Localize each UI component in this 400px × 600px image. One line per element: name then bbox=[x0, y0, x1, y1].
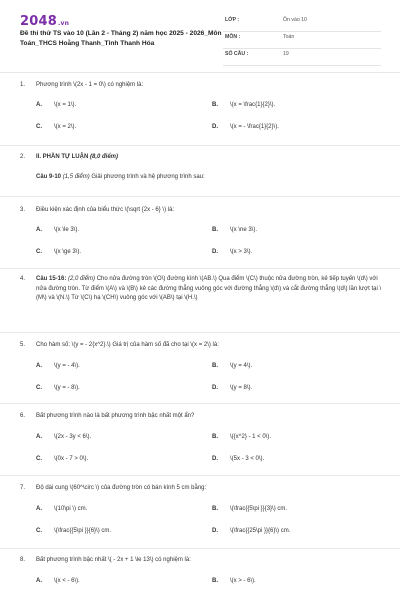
meta-row-class: LỚP : Ôn vào 10 bbox=[223, 15, 381, 32]
option-a[interactable]: A. \(x < - 6\). bbox=[36, 578, 80, 584]
option-b[interactable]: B. \(y = 4\). bbox=[212, 363, 253, 369]
exam-meta-table bbox=[223, 15, 381, 66]
option-b[interactable]: B. \(x = \frac{1}{2}\). bbox=[212, 102, 276, 108]
option-d[interactable]: D. \(\frac{{25\pi }}{6}\) cm. bbox=[212, 528, 291, 534]
question-stem: Phương trình \(2x - 1 = 0\) có nghiệm là: bbox=[36, 82, 144, 88]
divider bbox=[0, 145, 400, 146]
question-stem: Điều kiện xác định của biểu thức \(\sqrt {2x - 6} \) là: bbox=[36, 207, 175, 213]
option-a[interactable]: A. \(2x - 3y < 6\). bbox=[36, 434, 92, 440]
divider bbox=[0, 403, 400, 404]
option-d[interactable]: D. \(y = 8\). bbox=[212, 385, 253, 391]
brand-logo[interactable]: 2048.vn bbox=[20, 14, 70, 29]
option-c[interactable]: C. \(y = - 8\). bbox=[36, 385, 80, 391]
option-d[interactable]: D. \(x = - \frac{1}{2}\). bbox=[212, 124, 279, 130]
option-a[interactable]: A. \(x = 1\). bbox=[36, 102, 77, 108]
divider bbox=[0, 268, 400, 269]
meta-row-subject: MÔN : Toán bbox=[223, 32, 381, 49]
option-c[interactable]: C. \(x \ge 3\). bbox=[36, 249, 82, 255]
option-c[interactable]: C. \(x = 2\). bbox=[36, 124, 77, 130]
divider bbox=[0, 72, 400, 73]
option-b[interactable]: B. \(x > - 6\). bbox=[212, 578, 256, 584]
option-b[interactable]: B. \(\frac{{5\pi }}{3}\) cm. bbox=[212, 506, 288, 512]
meta-row-count: SỐ CÂU : 19 bbox=[223, 49, 381, 66]
option-a[interactable]: A. \(10\pi \) cm. bbox=[36, 506, 88, 512]
divider bbox=[0, 475, 400, 476]
option-d[interactable]: D. \(5x - 3 < 0\). bbox=[212, 456, 265, 462]
document-header bbox=[0, 0, 400, 64]
option-b[interactable]: B. \(x \ne 3\). bbox=[212, 227, 258, 233]
option-c[interactable]: C. \(\frac{{5\pi }}{6}\) cm. bbox=[36, 528, 112, 534]
question-stem: Độ dài cung \(60^\circ \) của đường tròn có bán kính 5 cm bằng: bbox=[36, 485, 207, 491]
divider bbox=[0, 548, 400, 549]
option-a[interactable]: A. \(y = - 4\). bbox=[36, 363, 80, 369]
option-c[interactable]: C. \(0x - 7 > 0\). bbox=[36, 456, 89, 462]
option-a[interactable]: A. \(x \le 3\). bbox=[36, 227, 80, 233]
exam-title: Đề thi thử TS vào 10 (Lần 2 - Tháng 2) năm học 2025 - 2026_Môn Toán_THCS Hoằng Thanh_Tỉnh Thanh Hóa bbox=[20, 30, 222, 47]
question-4: 4. Câu 15-16: (2,0 điểm) Cho nửa đường tròn \(O\) đường kính \(AB.\) Qua điểm \(C\) thuộc nửa đường tròn, kẻ tiếp tuyến \(d\) với nửa đường tròn. Từ điểm \(A\) và \(B\) kẻ các đường thẳng vuông góc với đường thẳng \(d\) và cắt đường thẳng \(d\) lần lượt tại \(M\) và \(N.\) Từ \(C\) hạ \(CH\) vuông góc với \(AB\) tại \(H.\) bbox=[20, 275, 382, 325]
question-stem: Bất phương trình bậc nhất \( - 2x + 1 \le 13\) có nghiệm là: bbox=[36, 557, 191, 563]
question-stem: Cho hàm số: \(y = - 2{x^2}.\) Giá trị của hàm số đã cho tại \(x = 2\) là: bbox=[36, 342, 219, 348]
question-stem: Câu 15-16: (2,0 điểm) Cho nửa đường tròn \(O\) đường kính \(AB.\) Qua điểm \(C\) thuộc nửa đường tròn, kẻ tiếp tuyến \(d\) với nửa đường tròn. Từ điểm \(A\) và \(B\) kẻ các đường thẳng vuông góc với đường thẳng \(d\) và cắt đường thẳng \(d\) lần lượt tại \(M\) và \(N.\) Từ \(C\) hạ \(CH\) vuông góc với \(AB\) tại \(H.\) bbox=[36, 276, 382, 302]
question-stem: Bất phương trình nào là bất phương trình bậc nhất một ẩn? bbox=[36, 413, 195, 419]
section-2-subtext: Câu 9-10 (1,5 điểm) Giải phương trình và hệ phương trình sau: bbox=[36, 174, 205, 180]
option-d[interactable]: D. \(x > 3\). bbox=[212, 249, 253, 255]
divider bbox=[0, 196, 400, 197]
divider bbox=[0, 332, 400, 333]
option-b[interactable]: B. \({x^2} - 1 < 0\). bbox=[212, 434, 272, 440]
